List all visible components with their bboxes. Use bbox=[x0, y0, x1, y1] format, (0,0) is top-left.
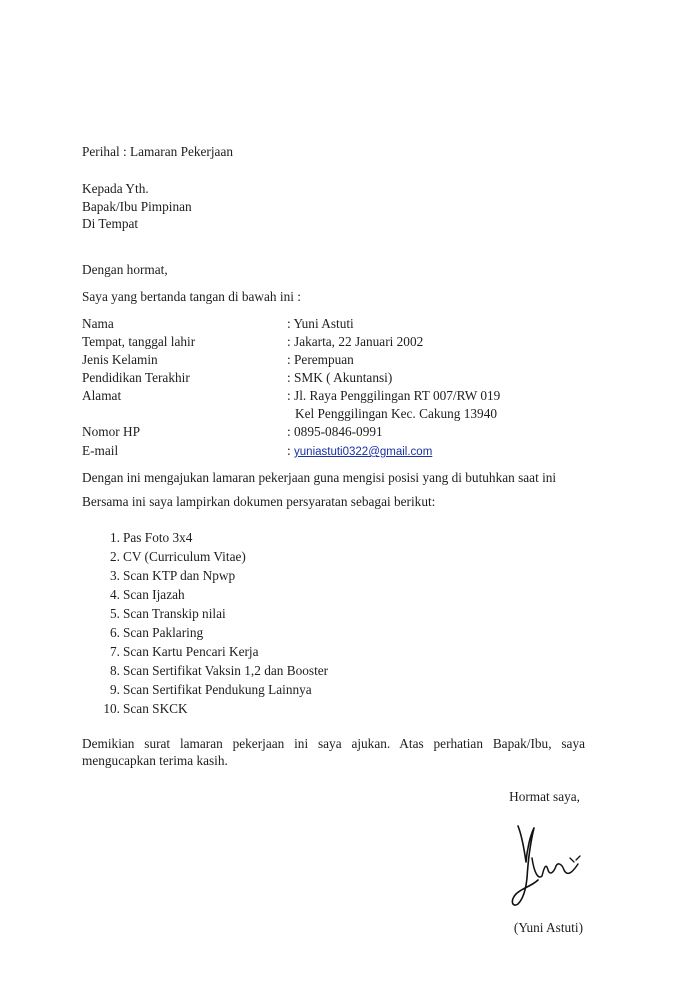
document-item-text: Scan Sertifikat Vaksin 1,2 dan Booster bbox=[123, 663, 329, 678]
field-label-hp: Nomor HP bbox=[82, 424, 140, 439]
field-value-hp: : 0895-0846-0991 bbox=[287, 424, 383, 439]
field-value-alamat-2: Kel Penggilingan Kec. Cakung 13940 bbox=[295, 406, 498, 421]
document-item-number: 3. bbox=[110, 568, 120, 583]
document-item-text: Scan Kartu Pencari Kerja bbox=[123, 644, 259, 659]
signature-image bbox=[508, 818, 588, 910]
field-label-nama: Nama bbox=[82, 316, 114, 331]
intro-text: Saya yang bertanda tangan di bawah ini : bbox=[82, 289, 301, 304]
attachment-intro: Bersama ini saya lampirkan dokumen persyaratan sebagai berikut: bbox=[82, 494, 436, 509]
field-label-ttl: Tempat, tanggal lahir bbox=[82, 334, 196, 349]
salutation: Dengan hormat, bbox=[82, 262, 168, 277]
document-item-number: 7. bbox=[110, 644, 120, 659]
document-item-number: 2. bbox=[110, 549, 120, 564]
recipient-line-1: Kepada Yth. bbox=[82, 181, 149, 196]
closing-line-1: Demikian surat lamaran pekerjaan ini saya ajukan. Atas perhatian Bapak/Ibu, saya bbox=[82, 736, 585, 751]
recipient-line-3: Di Tempat bbox=[82, 216, 139, 231]
email-link[interactable]: yuniastuti0322@gmail.com bbox=[294, 446, 433, 458]
document-item-text: Scan SKCK bbox=[123, 701, 188, 716]
document-item-number: 10. bbox=[103, 701, 120, 716]
regards-text: Hormat saya, bbox=[509, 789, 580, 804]
field-label-jk: Jenis Kelamin bbox=[82, 352, 158, 367]
document-item-text: Scan Ijazah bbox=[123, 587, 185, 602]
document-item-number: 1. bbox=[110, 530, 120, 545]
field-label-alamat: Alamat bbox=[82, 388, 122, 403]
recipient-line-2: Bapak/Ibu Pimpinan bbox=[82, 199, 192, 214]
document-item-number: 6. bbox=[110, 625, 120, 640]
field-value-email bbox=[287, 443, 432, 459]
purpose-text: Dengan ini mengajukan lamaran pekerjaan guna mengisi posisi yang di butuhkan saat ini bbox=[82, 470, 557, 485]
field-value-ttl: : Jakarta, 22 Januari 2002 bbox=[287, 334, 424, 349]
document-item-text: CV (Curriculum Vitae) bbox=[123, 549, 246, 564]
email-colon: : bbox=[287, 443, 291, 458]
document-item-text: Scan Paklaring bbox=[123, 625, 204, 640]
field-label-pendidikan: Pendidikan Terakhir bbox=[82, 370, 190, 385]
document-item-text: Scan KTP dan Npwp bbox=[123, 568, 236, 583]
document-item-number: 8. bbox=[110, 663, 120, 678]
subject-line: Perihal : Lamaran Pekerjaan bbox=[82, 144, 233, 159]
field-label-email: E-mail bbox=[82, 443, 119, 458]
document-item-number: 5. bbox=[110, 606, 120, 621]
document-item-number: 9. bbox=[110, 682, 120, 697]
field-value-pendidikan: : SMK ( Akuntansi) bbox=[287, 370, 393, 385]
field-value-jk: : Perempuan bbox=[287, 352, 354, 367]
field-value-alamat-1: : Jl. Raya Penggilingan RT 007/RW 019 bbox=[287, 388, 501, 403]
document-item-text: Pas Foto 3x4 bbox=[123, 530, 193, 545]
document-item-text: Scan Transkip nilai bbox=[123, 606, 226, 621]
field-value-nama: : Yuni Astuti bbox=[287, 316, 354, 331]
closing-line-2: mengucapkan terima kasih. bbox=[82, 753, 228, 768]
document-item-text: Scan Sertifikat Pendukung Lainnya bbox=[123, 682, 312, 697]
signer-name: (Yuni Astuti) bbox=[513, 920, 583, 935]
document-item-number: 4. bbox=[110, 587, 120, 602]
